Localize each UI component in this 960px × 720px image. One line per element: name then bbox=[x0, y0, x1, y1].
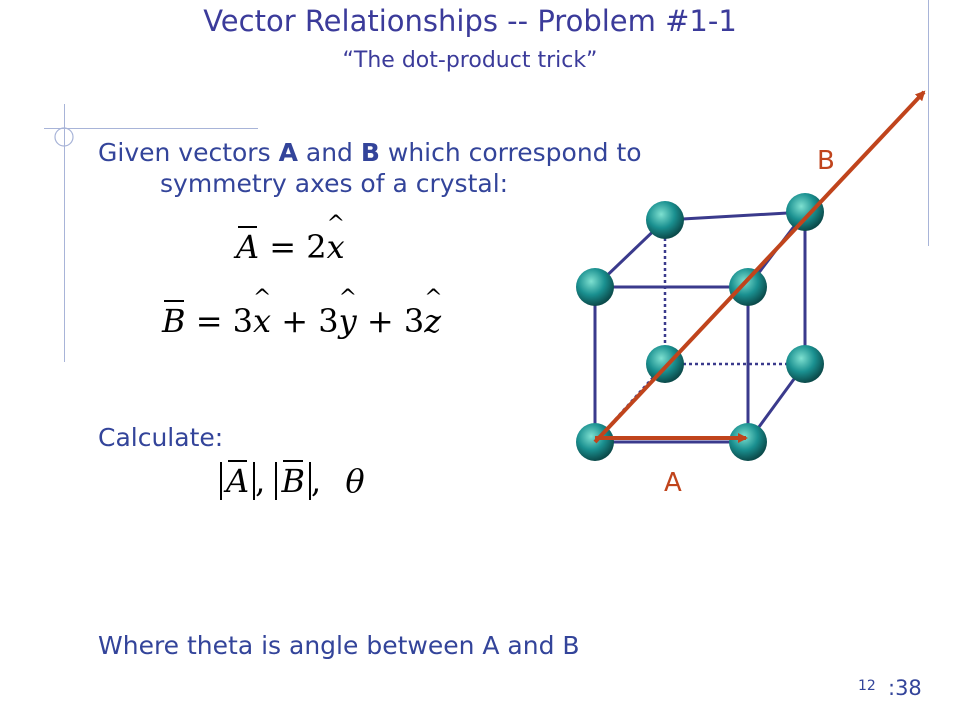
cube-edge bbox=[665, 212, 805, 220]
equation-b-plus-1: + bbox=[281, 302, 309, 340]
equation-b-xhat: ^ x bbox=[253, 302, 271, 340]
theta-symbol: θ bbox=[345, 462, 365, 500]
atom bbox=[576, 268, 614, 306]
given-vector-a: A bbox=[278, 138, 298, 167]
calc-comma-2: , bbox=[310, 462, 322, 500]
where-text: Where theta is angle between A and B bbox=[98, 631, 580, 660]
vector-b-label: B bbox=[817, 146, 835, 176]
equation-b-symbol: B bbox=[162, 302, 186, 340]
atom bbox=[786, 193, 824, 231]
calculate-label: Calculate: bbox=[98, 423, 224, 452]
atom bbox=[729, 268, 767, 306]
equation-b-yhat: ^ y bbox=[339, 302, 357, 340]
equation-a-xhat: ^ x bbox=[327, 228, 345, 266]
given-suffix: which correspond to bbox=[379, 138, 642, 167]
given-and: and bbox=[297, 138, 361, 167]
magnitude-b-symbol: B bbox=[281, 462, 305, 500]
magnitude-a-symbol: A bbox=[226, 462, 250, 500]
equation-b-coef-x: 3 bbox=[232, 302, 254, 340]
slide-number: 12 bbox=[858, 678, 876, 694]
calc-comma-1: , bbox=[255, 462, 266, 500]
slide-time: :38 bbox=[888, 676, 922, 700]
equation-a-symbol: A bbox=[236, 228, 260, 266]
given-line2: symmetry axes of a crystal: bbox=[160, 169, 509, 198]
atom bbox=[729, 423, 767, 461]
given-prefix: Given vectors bbox=[98, 138, 279, 167]
atom bbox=[786, 345, 824, 383]
vector-a-label: A bbox=[664, 468, 682, 498]
given-vector-b: B bbox=[360, 138, 380, 167]
atom bbox=[646, 201, 684, 239]
equation-a-coef: 2 bbox=[306, 228, 327, 266]
slide-subtitle: “The dot-product trick” bbox=[342, 48, 598, 73]
equation-b-plus-2: + bbox=[366, 302, 394, 340]
equation-b-coef-y: 3 bbox=[318, 302, 339, 340]
equation-b-coef-z: 3 bbox=[403, 302, 425, 340]
vector-b-arrow bbox=[595, 92, 924, 442]
equation-b-zhat: ^ z bbox=[424, 302, 441, 340]
equation-b-equals: = bbox=[195, 302, 223, 340]
slide-title: Vector Relationships -- Problem #1-1 bbox=[203, 4, 737, 38]
equation-a-equals: = bbox=[269, 228, 297, 266]
